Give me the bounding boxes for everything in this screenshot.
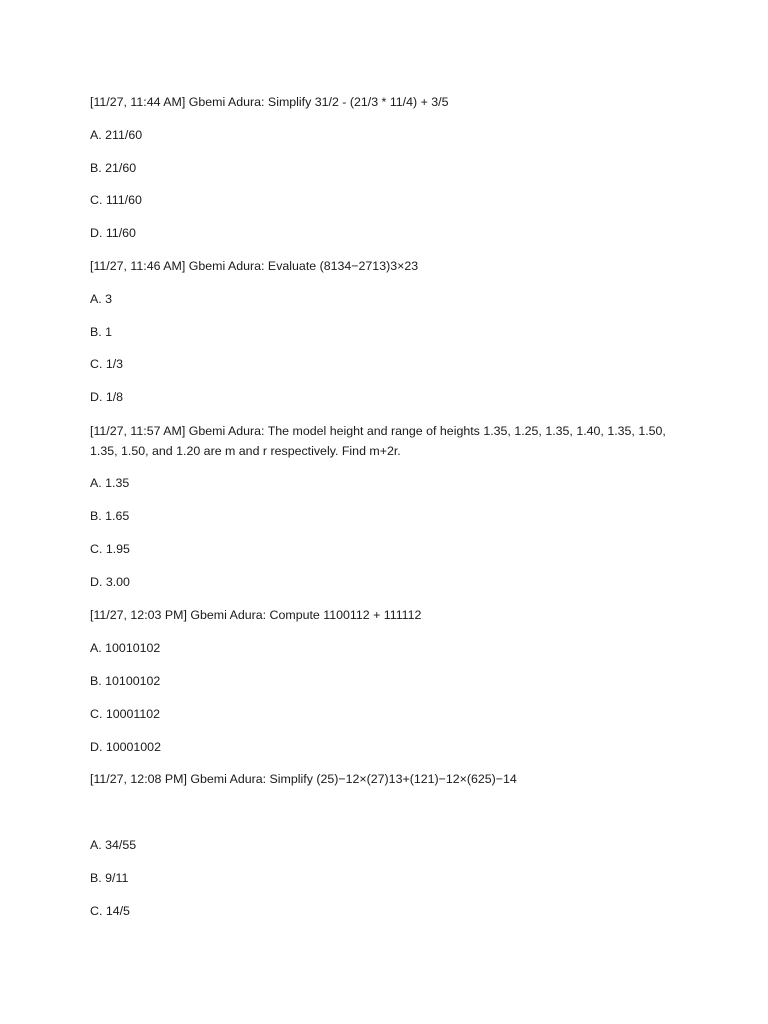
question-3-option-d: D. 3.00	[90, 575, 130, 589]
question-2-option-a: A. 3	[90, 292, 113, 306]
question-1-option-b: B. 21/60	[90, 161, 137, 175]
question-5-option-a: A. 34/55	[90, 838, 137, 852]
question-2-option-c: C. 1/3	[90, 357, 124, 371]
question-2-option-d: D. 1/8	[90, 390, 124, 404]
question-5-option-c: C. 14/5	[90, 904, 130, 918]
question-4-option-a: A. 10010102	[90, 641, 161, 655]
question-1-option-a: A. 211/60	[90, 128, 143, 142]
question-2-prompt: [11/27, 11:46 AM] Gbemi Adura: Evaluate (8134−2713)3×23	[90, 259, 419, 273]
question-3-option-a: A. 1.35	[90, 476, 130, 490]
question-4-prompt: [11/27, 12:03 PM] Gbemi Adura: Compute 1100112 + 111112	[90, 608, 422, 622]
question-3-option-b: B. 1.65	[90, 509, 130, 523]
question-5-prompt: [11/27, 12:08 PM] Gbemi Adura: Simplify (25)−12×(27)13+(121)−12×(625)−14	[90, 772, 517, 786]
question-3-prompt: [11/27, 11:57 AM] Gbemi Adura: The model height and range of heights 1.35, 1.25, 1.35, 1.40, 1.35, 1.50, 1.35, 1.50, and 1.20 are m and r respectively. Find m+2r.	[90, 424, 666, 458]
question-2-option-b: B. 1	[90, 325, 113, 339]
question-4-option-d: D. 10001002	[90, 740, 161, 754]
question-1-option-c: C. 111/60	[90, 193, 142, 207]
question-3-option-c: C. 1.95	[90, 542, 130, 556]
question-4-option-c: C. 10001102	[90, 707, 161, 721]
question-1-prompt: [11/27, 11:44 AM] Gbemi Adura: Simplify 31/2 - (21/3 * 11/4) + 3/5	[90, 95, 449, 109]
question-4-option-b: B. 10100102	[90, 674, 161, 688]
question-5-option-b: B. 9/11	[90, 871, 129, 885]
question-1-option-d: D. 11/60	[90, 226, 136, 240]
